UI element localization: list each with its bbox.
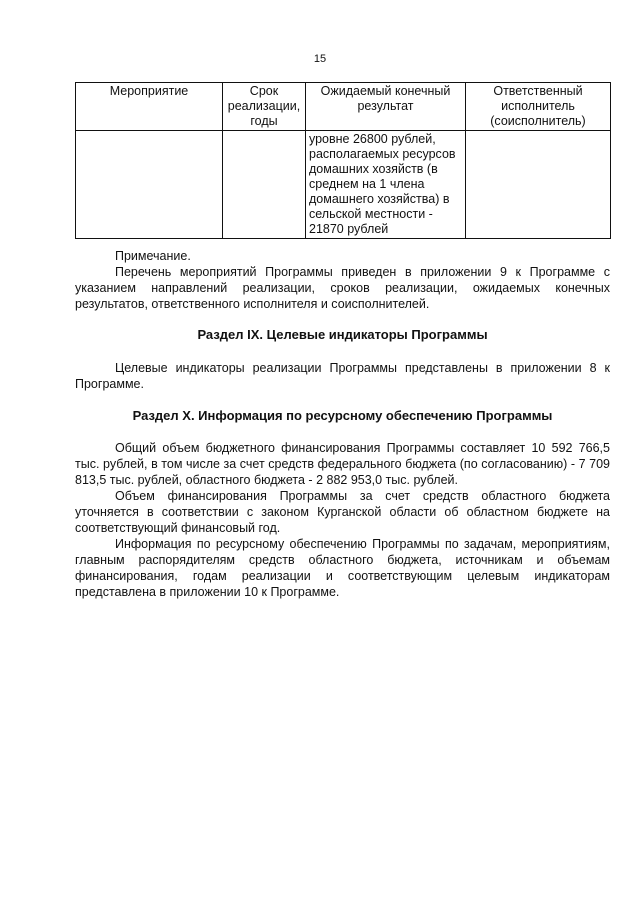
- activities-table: [75, 82, 611, 239]
- section-10-paragraph: Общий объем бюджетного финансирования Программы составляет 10 592 766,5 тыс. рублей, в том числе за счет средств федерального бюджета (по согласованию) - 7 709 813,5 тыс. рублей, областного бюджета - 2 882 953,0 тыс. рублей.: [75, 441, 610, 487]
- section-9-text: Целевые индикаторы реализации Программы представлены в приложении 8 к Программе.: [75, 361, 610, 391]
- section-10-body: [75, 440, 610, 600]
- section-10-paragraph: Информация по ресурсному обеспечению Программы по задачам, мероприятиям, главным распорядителям средств областного бюджета, источникам и объемам финансирования, годам реализации и соответствующим целевым индикаторам представлена в приложении 10 к Программе.: [75, 537, 610, 599]
- note-block: [75, 248, 610, 312]
- cell-expected-result: уровне 26800 рублей, располагаемых ресурсов домашних хозяйств (в среднем на 1 члена домашнего хозяйства) в сельской местности - 21870 рублей: [306, 131, 466, 239]
- header-activity: Мероприятие: [76, 83, 223, 131]
- cell-responsible: [466, 131, 611, 239]
- note-text: Перечень мероприятий Программы приведен в приложении 9 к Программе с указанием направлений реализации, сроков реализации, ожидаемых конечных результатов, ответственного исполнителя и соисполнителей.: [75, 265, 610, 311]
- header-expected-result: Ожидаемый конечный результат: [306, 83, 466, 131]
- header-period: Срок реализации, годы: [223, 83, 306, 131]
- note-title: Примечание.: [115, 249, 191, 263]
- section-10-title: Раздел X. Информация по ресурсному обеспечению Программы: [132, 408, 553, 423]
- page-number: 15: [313, 53, 327, 65]
- header-responsible: Ответственный исполнитель (соисполнитель): [466, 83, 611, 131]
- section-9-title: Раздел IX. Целевые индикаторы Программы: [197, 327, 488, 342]
- cell-period: [223, 131, 306, 239]
- section-10-paragraph: Объем финансирования Программы за счет средств областного бюджета уточняется в соответствии с законом Курганской области об областном бюджете на соответствующий финансовый год.: [75, 489, 610, 535]
- table-row: [76, 131, 611, 239]
- table-header-row: [76, 83, 611, 131]
- section-9-body: [75, 360, 610, 392]
- cell-activity: [76, 131, 223, 239]
